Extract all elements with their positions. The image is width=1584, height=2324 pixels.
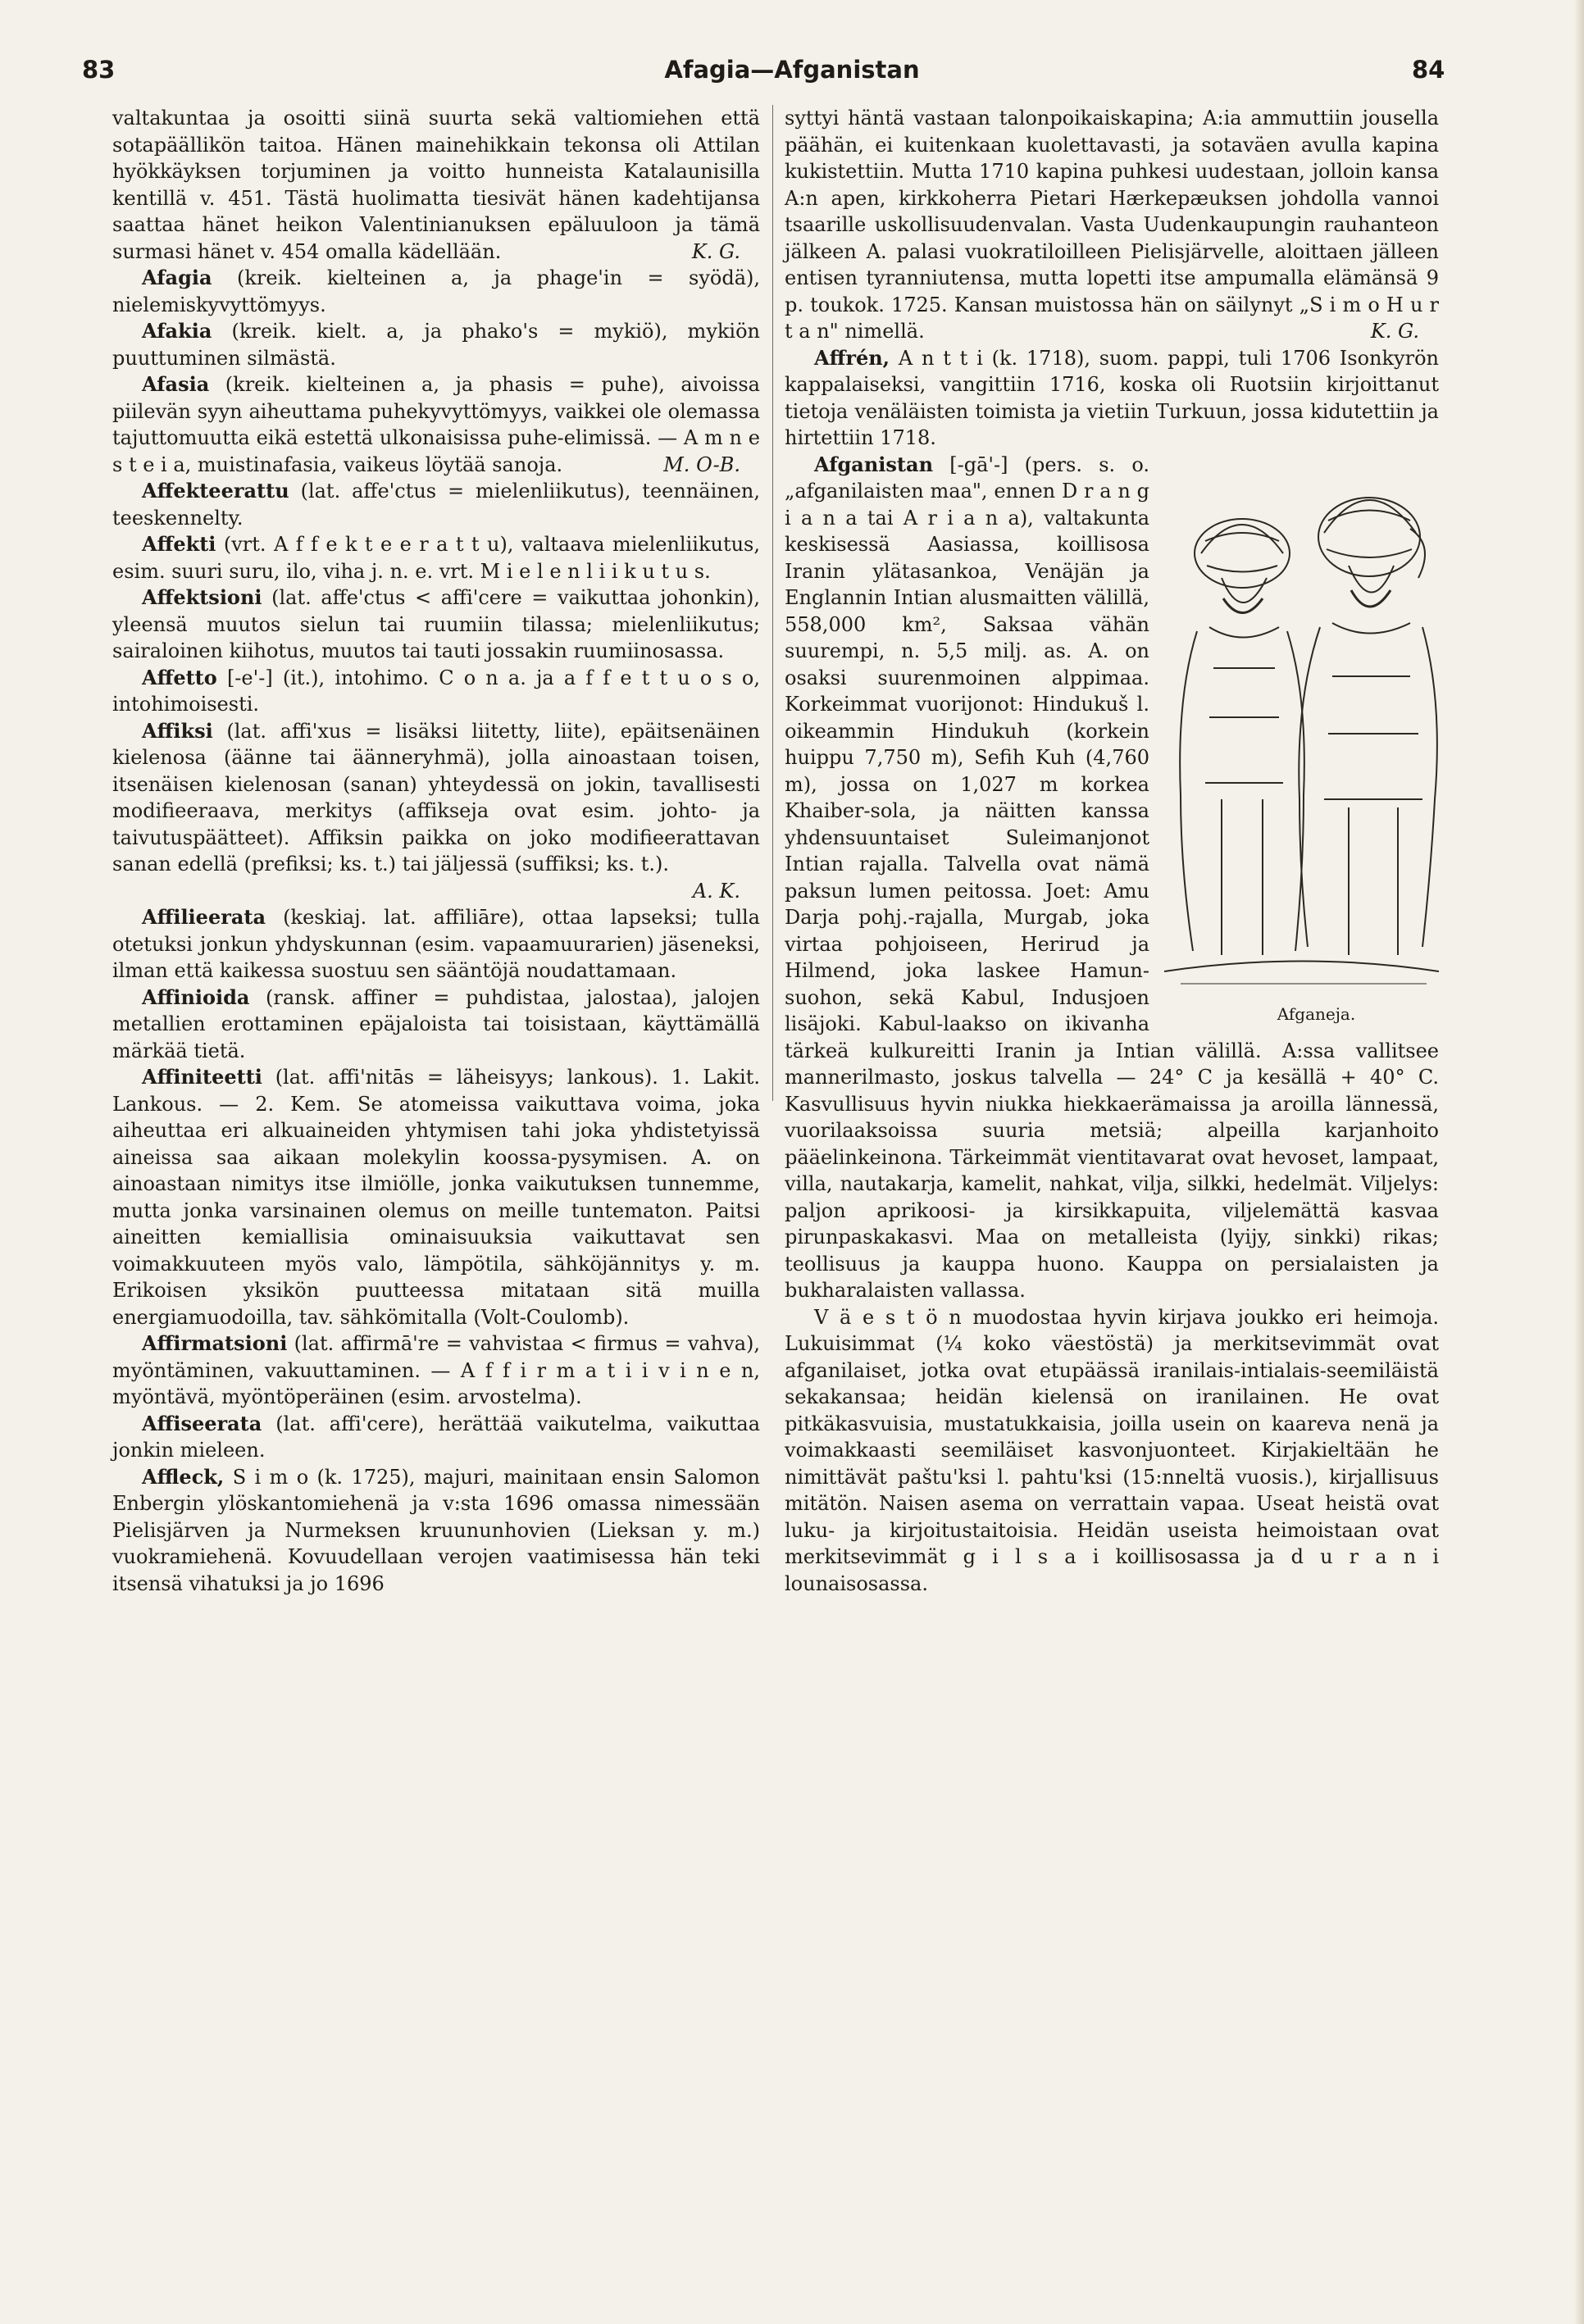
right-column — [785, 105, 1439, 1597]
figure-caption: Afganeja. — [1277, 1003, 1356, 1024]
entry-headword: Affiseerata — [142, 1411, 262, 1435]
entry-signature: K. G. — [691, 239, 740, 263]
entry-headword: Affilieerata — [142, 905, 266, 929]
entry-text: (lat. affirmā're = vahvistaa < firmus = vahva), myöntäminen, vakuuttaminen. — A f f i r m a t i i v i n e n, myöntävä, myöntöperäinen (esim. arvostelma). — [112, 1332, 760, 1408]
entry-headword: Afasia — [142, 372, 210, 396]
entry-paragraph — [112, 985, 760, 1065]
left-page-number: 83 — [82, 56, 116, 84]
entry-paragraph — [112, 531, 760, 584]
entry-paragraph — [112, 265, 760, 318]
entry-text: (vrt. A f f e k t e e r a t t u), valtaava mielenliikutus, esim. suuri suru, ilo, viha j. n. e. vrt. M i e l e n l i i k u t u s. — [112, 533, 761, 583]
entry-paragraph — [112, 1330, 760, 1411]
entry-text: (ransk. affiner = puhdistaa, jalostaa), jalojen metallien erottaminen epäjaloista tai toisistaan, käyttämällä märkää tietä. — [112, 985, 760, 1062]
entry-paragraph — [112, 1411, 760, 1464]
entry-text: (keskiaj. lat. affiliāre), ottaa lapseksi; tulla otetuksi jonkun yhdyskunnan (esim. vapaamuurarien) jäseneksi, ilman että kaikessa suostuu sen sääntöjä noudattamaan. — [112, 906, 760, 982]
left-column — [112, 105, 760, 1597]
entry-headword: Affekti — [142, 532, 216, 556]
entry-text: (lat. affe'ctus = mielenliikutus), teennäinen, teeskennelty. — [112, 480, 760, 530]
entry-paragraph — [112, 371, 760, 478]
entry-headword: Affirmatsioni — [142, 1331, 288, 1355]
entry-paragraph — [112, 1464, 760, 1598]
entry-headword: Affetto — [142, 665, 217, 689]
entry-text: A n t t i (k. 1718), suom. pappi, tuli 1706 Isonkyrön kappalaiseksi, vangittiin 1716, koska oli Ruotsiin kirjoittanut tietoja venäläisten toimista ja vietiin Turkuun, jossa kidutettiin ja hirtettiin 1718. — [785, 346, 1439, 449]
entry-paragraph — [112, 105, 760, 265]
illustration — [1164, 455, 1439, 1029]
entry-text: (lat. affi'nitās = läheisyys; lankous). 1. Lakit. Lankous. — 2. Kem. Se atomeissa vaikuttava voima, joka aiheuttaa eri alkuaineiden yhtymisen tahi joka yhdistetyissä aineissa saa aikaan molekylin koossa-pysymisen. A. on ainoastaan nimitys itse ilmiölle, jonka vaikutuksen tunnemme, mutta jonka varsinainen olemus on meille tuntematon. Paitsi aineitten kemiallisia ominaisuuksia vaikuttavat sen voimakkuuteen myös valo, lämpötila, sähköjännitys y. m. Erikoisen yksikön puutteessa mitataan sitä muilla energiamuodoilla, tav. sähkömitalla (Volt-Coulomb). — [112, 1066, 760, 1329]
entry-headword: Affekteerattu — [142, 479, 289, 503]
entry-paragraph — [112, 904, 760, 985]
entry-paragraph — [785, 345, 1439, 452]
entry-text: (lat. affi'xus = lisäksi liitetty, liite), epäitsenäinen kielenosa (äänne tai äänneryhmä), jolla ainoastaan toisen, itsenäisen kielenosan (sanan) yhteydessä on jokin, tavallisesti modifieeraava, merkitys (affikseja ovat esim. johto- ja taivutuspäätteet). Affiksin paikka on joko modifieerattavan sanan edellä (prefiksi; ks. t.) tai jäljessä (suffiksi; ks. t.). — [112, 719, 760, 875]
entry-text: valtakuntaa ja osoitti siinä suurta sekä valtiomiehen että sotapäällikön taitoa. Hänen mainehikkain tekonsa oli Attilan hyökkäyksen torjuminen ja voitto hunneista Katalaunisilla kentillä v. 451. Tästä huolimatta tiesivät hänen kadehtijansa saattaa hänet heikon Valentinianuksen epäluuloon ja tämä surmasi hänet v. 454 omalla kädellään. — [112, 107, 760, 263]
entry-text: (lat. affe'ctus < affi'cere = vaikuttaa johonkin), yleensä muutos sielun tai ruumiin tilassa; mielenliikutus; sairaloinen kiihotus, muutos tai tauti jossakin ruumiinosassa. — [112, 586, 760, 662]
entry-headword: Afakia — [142, 319, 212, 343]
entry-paragraph — [112, 665, 760, 718]
entry-headword: Afganistan — [814, 452, 934, 476]
entry-text: (kreik. kielteinen a, ja phage'in = syödä), nielemiskyvyttömyys. — [112, 266, 760, 316]
entry-text: V ä e s t ö n muodostaa hyvin kirjava joukko eri heimoja. Lukuisimmat (¼ koko väestöstä) ja merkitsevimmät ovat afganilaiset, jotka ovat etupäässä iranilais-intialais-seemiläistä sekakansaa; heidän kielensä on iranilainen. He ovat pitkäkasvuisia, mustatukkaisia, joilla usein on kaareva nenä ja voimakkaasti seemiläiset kasvonjuonteet. Kirjakieltään he nimittävät paštu'ksi l. pahtu'ksi (15:nneltä vuosis.), kirjallisuus mitätön. Naisen asema on verrattain vapaa. Useat heistä ovat luku- ja kirjoitustaitoisia. Heidän useista heimoistaan ovat merkitsevimmät g i l s a i koillisosassa ja d u r a n i lounaisosassa. — [785, 1305, 1439, 1595]
page-edge-shadow — [1574, 0, 1584, 2324]
entry-headword: Affleck, — [142, 1464, 225, 1489]
column-divider — [772, 105, 773, 1101]
entry-signature: A. K. — [692, 879, 740, 903]
entry-paragraph — [785, 452, 1439, 1304]
entry-paragraph — [112, 584, 760, 665]
engraving-two-afghan-men-icon — [1164, 455, 1439, 1000]
entry-signature: K. G. — [1370, 320, 1419, 343]
entry-paragraph — [112, 478, 760, 531]
running-title: Afagia—Afganistan — [664, 56, 920, 84]
entry-headword: Affiksi — [142, 718, 213, 743]
entry-paragraph — [112, 1064, 760, 1330]
entry-paragraph — [112, 318, 760, 371]
right-page-number: 84 — [1412, 56, 1445, 84]
entry-text: (kreik. kielt. a, ja phako's = mykiö), mykiön puuttuminen silmästä. — [112, 320, 760, 370]
entry-headword: Afagia — [142, 266, 212, 289]
entry-headword: Affektsioni — [142, 585, 262, 609]
entry-paragraph — [112, 718, 760, 905]
entry-headword: Affrén, — [814, 345, 890, 370]
entry-signature: M. O-B. — [663, 453, 740, 476]
entry-text: syttyi häntä vastaan talonpoikaiskapina; A:ia ammuttiin jousella päähän, ei kuitenkaan kuolettavasti, ja sotaväen avulla kapina kukistettiin. Mutta 1710 kapina puhkesi uudestaan, jolloin kansa A:n apen, kirkkoherra Pietari Hærkepæuksen johdolla vannoi tsaarille uskollisuudenvalan. Vasta Uudenkaupungin rauhanteon jälkeen A. palasi vuokratiloilleen Pielisjärvelle, aloittaen jälleen entisen tyranniutensa, mutta lopetti itse ampumalla elämänsä 9 p. toukok. 1725. Kansan muistossa hän on säilynyt „S i m o H u r t a n" nimellä. — [785, 107, 1439, 343]
entry-paragraph — [785, 1304, 1439, 1598]
entry-headword: Affiniteetti — [142, 1065, 262, 1089]
entry-text: (lat. affi'cere), herättää vaikutelma, vaikuttaa jonkin mieleen. — [112, 1412, 761, 1462]
entry-text: [-e'-] (it.), intohimo. C o n a. ja a f f e t t u o s o, intohimoisesti. — [112, 666, 760, 716]
entry-text: (kreik. kielteinen a, ja phasis = puhe), aivoissa piilevän syyn aiheuttama puhekyvyttömyys, vaikkei ole olemassa tajuttomuutta eikä estettä ulkonaisissa puhe-elimissä. — A m n e s t e i a, muistinafasia, vaikeus löytää sanoja. — [112, 373, 760, 476]
entry-text: [-gā'-] (pers. s. o. „afganilaisten maa", ennen D r a n g i a n a tai A r i a n a), valtakunta keskisessä Aasiassa, koillisosa Iranin ylätasankoa, Venäjän ja Englannin Intian alusmaitten välillä, 558,000 km², Saksaa vähän suurempi, n. 5,5 milj. as. A. on osaksi suurenmoinen alppimaa. Korkeimmat vuorijonot: Hindukuš l. oikeammin Hindukuh (korkein huippu 7,750 m), Sefih Kuh (4,760 m), jossa on 1,027 m korkea Khaiber-sola, ja näitten kanssa yhdensuuntaiset Suleimanjonot Intian rajalla. Talvella ovat nämä paksun lumen peitossa. Joet: Amu Darja pohj.-rajalla, Murgab, joka virtaa pohjoiseen, Herirud ja Hilmend, joka laskee Hamun-suohon, sekä Kabul, Indusjoen lisäjoki. Kabul-laakso on ikivanha tärkeä kulkureitti Iranin ja Intian välillä. A:ssa vallitsee mannerilmasto, joskus talvella — 24° C ja kesällä + 40° C. Kasvullisuus hyvin niukka hiekkaerämaissa ja aroilla lännessä, vuorilaaksoissa suuria metsiä; alpeilla karjanhoito pääelinkeinona. Tärkeimmät vientitavarat ovat hevoset, lampaat, villa, nautakarja, kamelit, nahkat, vilja, silkki, hedelmät. Viljelys: paljon aprikoosi- ja kirsikkapuita, viljelemättä kasvaa pirunpaskakasvi. Maa on metalleista (lyijy, sinkki) rikas; teollisuus ja kauppa huono. Kauppa on persialaisten ja bukharalaisten vallassa. — [785, 453, 1439, 1302]
entry-text: S i m o (k. 1725), majuri, mainitaan ensin Salomon Enbergin ylöskantomiehenä ja v:sta 1696 omassa nimessään Pielisjärven ja Nurmeksen kruununhovien (Lieksan y. m.) vuokramiehenä. Kovuudellaan verojen vaatimisessa hän teki itsensä vihatuksi ja jo 1696 — [112, 1465, 760, 1595]
entry-headword: Affinioida — [142, 985, 250, 1009]
entry-paragraph — [785, 105, 1439, 345]
